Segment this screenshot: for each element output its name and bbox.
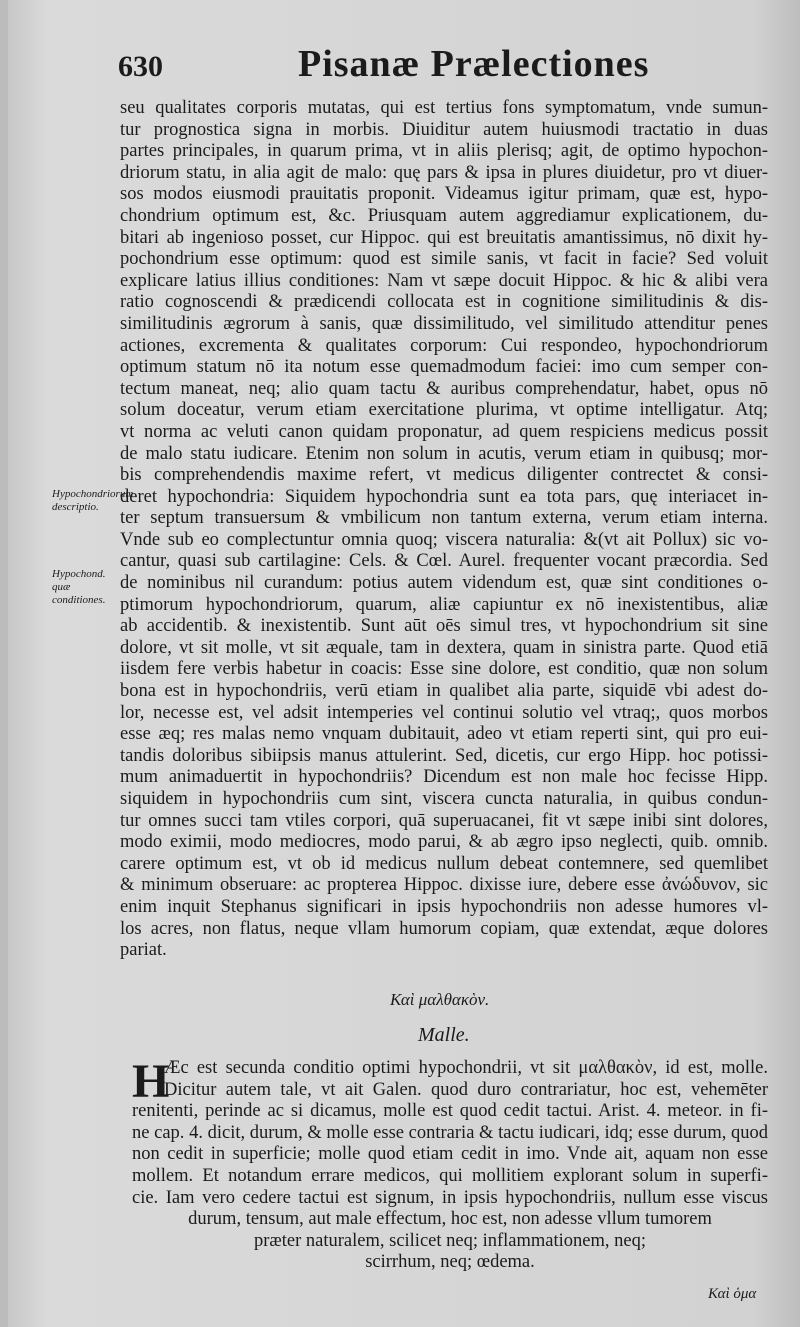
margin-note: Hypochondriorum descriptio. xyxy=(52,488,134,513)
text-line: optimum statum nō ita notum esse quemadmodum faciei: imo cum semper con- xyxy=(120,357,768,378)
text-line: seu qualitates corporis mutatas, qui est tertius fons symptomatum, vnde sumun- xyxy=(120,98,768,118)
text-line: explicare latius illius conditiones: Nam vt sæpe docuit Hippoc. & hic & alibi vera xyxy=(120,270,768,291)
text-line: vt norma ac veluti canon quidam proponatur, ad quem respiciens medicus possit xyxy=(120,421,768,442)
text-line: de malo statu iudicare. Etenim non solum in acutis, verum etiam in quibusq; mor- xyxy=(120,443,768,464)
text-line: bona est in hypochondriis, verū etiam in qualibet alia parte, siquidē vbi adest do- xyxy=(120,681,768,702)
text-line: pariat. xyxy=(120,940,167,961)
text-line: solum doceatur, verum etiam exercitatione plurima, vt optime intelligatur. Atq; xyxy=(120,400,768,421)
text-line: tur prognostica signa in morbis. Diuiditur autem huiusmodi tractatio in duas xyxy=(120,119,768,140)
text-line: de nominibus nil curandum: potius autem videndum est, quæ sint conditiones o- xyxy=(120,573,768,594)
text-line: modo eximii, modo mediocres, modo parui, & ab ægro ipso neglecti, quib. omnib. xyxy=(120,832,768,853)
text-line: tectum maneat, neq; alio quam tactu & auribus comprehendatur, habet, opus nō xyxy=(120,378,768,399)
page-header xyxy=(0,42,800,92)
text-line: & minimum obseruare: ac propterea Hippoc. dixisse iure, debere esse ἀνώδυνον, sic xyxy=(120,875,768,896)
catchword: Καὶ ὁμα xyxy=(708,1286,757,1302)
text-line: cantur, quasi sub cartilagine: Cels. & Cœl. Aurel. frequenter vocant præcordia. Sed xyxy=(120,551,768,572)
text-line: ptimorum hypochondriorum, quarum, aliæ capiuntur ex nō inexistentibus, aliæ xyxy=(120,594,768,615)
text-line: ne cap. 4. dicit, durum, & molle esse contraria & tactu iudicari, idq; esse durum, quod xyxy=(132,1122,768,1143)
text-line: deret hypochondria: Siquidem hypochondria sunt ea tota pars, quę interiacet in- xyxy=(120,486,768,507)
text-line: renitenti, perinde ac si dicamus, molle est quod cedit tactui. Arist. 4. meteor. in fi- xyxy=(132,1101,768,1122)
text-line: ratio cognoscendi & prædicendi collocata est in cognitione similitudinis & dis- xyxy=(120,292,768,313)
text-line: enim inquit Stephanus significari in ipsis hypochondriis non adesse humores vl- xyxy=(120,896,768,917)
text-line: cie. Iam vero cedere tactui est signum, in ipsis hypochondriis, nullum esse viscus xyxy=(132,1187,768,1208)
text-line: lor, necesse est, vel adsit intemperies vel continui solutio vel vtraq;, quos morbos xyxy=(120,702,768,723)
section-text-block xyxy=(132,1055,768,1274)
text-line: ter septum transuersum & vmbilicum non tantum externa, verum etiam interna. xyxy=(120,508,768,529)
text-line: sos modos eiusmodi prauitatis proponit. Videamus igitur primam, quæ est, hypo- xyxy=(120,184,768,205)
text-line: Æc est secunda conditio optimi hypochondrii, vt sit μαλθακὸν, id est, molle. xyxy=(164,1058,768,1078)
text-line: tandis doloribus sibiipsis manus attulerint. Sed, dicetis, cur ergo Hipp. hoc potissi- xyxy=(120,745,768,766)
text-line: chondrium optimum est, &c. Priusquam autem aggrediamur explicationem, du- xyxy=(120,205,768,226)
text-line: los acres, non flatus, neque vllam humorum copiam, quæ extendat, æque dolores xyxy=(120,918,768,939)
text-line: carere optimum est, vt ob id medicus nullum debeat contemnere, sed quemlibet xyxy=(120,853,768,874)
text-line: Dicitur autem tale, vt ait Galen. quod duro contrariatur, hoc est, vehemēter xyxy=(164,1079,768,1100)
text-line: durum, tensum, aut male effectum, hoc est, non adesse vllum tumorem xyxy=(188,1209,712,1230)
page-number: 630 xyxy=(118,50,163,83)
text-line: iisdem fere verbis habetur in coacis: Esse sine dolore, est conditio, quæ non solum xyxy=(120,659,768,680)
greek-lemma-heading: Καὶ μαλθακὸν. xyxy=(390,990,490,1009)
text-line: similitudinis ægrorum à sanis, quæ dissimilitudo, vel similitudo attenditur penes xyxy=(120,313,768,334)
text-line: ab accidentib. & inexistentib. Sunt aūt oēs simul tres, vt hypochondrium sit sine xyxy=(120,616,768,637)
text-line: mum animaduertit in hypochondriis? Dicendum est non male hoc fecisse Hipp. xyxy=(120,767,768,788)
running-title: Pisanæ Prælectiones xyxy=(298,43,650,85)
text-line: siquidem in hypochondriis cum sint, viscera cuncta naturalia, in quibus condun- xyxy=(120,789,768,809)
text-line: partes principales, in quarum prima, vt in aliis plerisq; agit, de optimo hypochon- xyxy=(120,141,768,162)
text-line: esse æq; res malas nemo vnquam dubitauit, adeo vt etiam reperti sint, qui pro eui- xyxy=(120,724,768,745)
text-line: dolore, vt sit molle, vt sit æquale, tam in dextera, quam in sinistra parte. Quod etiā xyxy=(120,637,768,658)
text-line: scirrhum, neq; œdema. xyxy=(365,1252,535,1273)
drop-capital: H xyxy=(132,1055,170,1108)
page-gutter xyxy=(0,0,8,1327)
text-line: non cedit in superficie; molle quod etiam cedit in imo. Vnde ait, aquam non esse xyxy=(132,1144,768,1165)
margin-note: Hypochond. quæ conditiones. xyxy=(52,568,106,606)
text-line: tur omnes succi tam vtiles corpori, quā superuacanei, fit vt sæpe inibi sint dolores, xyxy=(120,810,768,831)
text-line: Vnde sub eo complectuntur omnia quoq; viscera naturalia: &(vt ait Pollux) sic vo- xyxy=(120,529,768,550)
text-line: bitari ab ingenioso posset, cur Hippoc. qui est breuitatis amantissimus, nō dixit hy- xyxy=(120,227,768,248)
text-line: driorum statu, in alia agit de malo: quę pars & ipsa in plures diuidetur, pro vt diuer- xyxy=(120,162,768,183)
text-line: pochondrium esse optimum: quod est simile sanis, vt facit in facie? Sed voluit xyxy=(120,249,768,270)
text-line: mollem. Et notandum errare medicos, qui mollitiem explorant solum in superfi- xyxy=(132,1165,768,1186)
main-text-block xyxy=(120,98,768,962)
text-line: præter naturalem, scilicet neq; inflammationem, neq; xyxy=(254,1230,646,1251)
text-line: actiones, excrementa & qualitates corporum: Cui respondeo, hypochondriorum xyxy=(120,335,768,356)
text-line: bis comprehendendis maxime refert, vt medicus diligenter contrectet & consi- xyxy=(120,465,768,486)
latin-lemma-heading: Malle. xyxy=(418,1024,470,1046)
